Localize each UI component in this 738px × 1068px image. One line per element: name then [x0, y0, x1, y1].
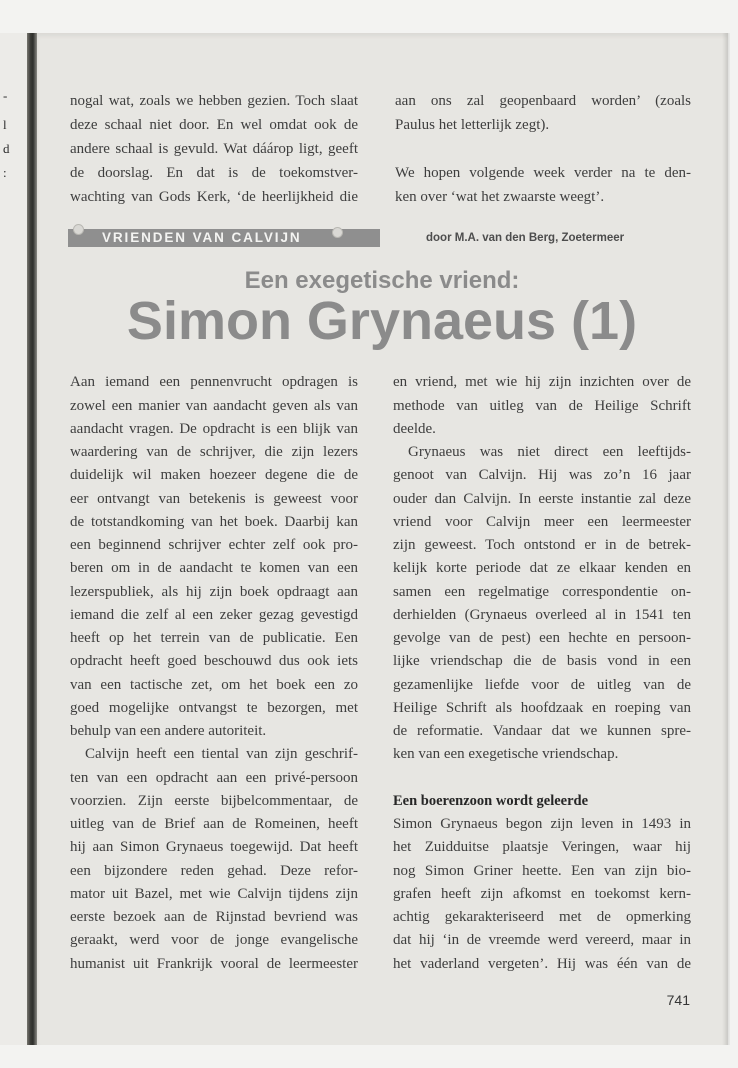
- text-line: voorzien. Zijn eerste bijbelcommentaar, de: [70, 792, 358, 809]
- section-subheading: Een boerenzoon wordt geleerde: [393, 792, 589, 809]
- author-byline: door M.A. van den Berg, Zoetermeer: [426, 232, 625, 244]
- text-line: de totstandkoming van het boek. Daarbij kan: [70, 513, 358, 530]
- text-line: ken over ‘wat het zwaarste weegt’.: [395, 189, 605, 205]
- previous-page-fragment: d: [3, 141, 10, 156]
- text-line: methode van uitleg van de Heilige Schrift: [393, 397, 691, 414]
- text-line: deelde.: [393, 420, 436, 437]
- text-line: hij aan Simon Grynaeus toegewijd. Dat heeft: [70, 839, 358, 856]
- paragraph: [70, 743, 358, 976]
- text-line: gezamenlijke liefde voor de uitleg van de: [393, 676, 691, 693]
- text-line: eerste bezoek aan de Rijnstad bevriend was: [70, 909, 358, 926]
- paragraph: [395, 89, 691, 137]
- previous-page-edge: [0, 33, 27, 1045]
- previous-page-fragment: l: [3, 117, 7, 132]
- section-banner-label: VRIENDEN VAN CALVIJN: [102, 230, 302, 245]
- title-kicker: Een exegetische vriend:: [244, 267, 520, 294]
- paragraph: [395, 161, 691, 209]
- text-line: Simon Grynaeus begon zijn leven in 1493 in: [393, 816, 691, 833]
- page-edge-shadow: [722, 33, 730, 1045]
- text-line: Heilige Schrift als hoofdzaak en roeping van: [393, 699, 691, 716]
- text-line: eer ontvangt van betekenis is geweest voor: [70, 490, 358, 507]
- top-left-column: [70, 89, 358, 209]
- text-line: de doorslag. En dat is de toekomstver-: [70, 165, 358, 181]
- text-line: een beginnend schrijver echter zelf ook pro-: [70, 537, 358, 554]
- text-line: humanist uit Frankrijk vooral de leermeester: [70, 955, 358, 972]
- text-line: Paulus het letterlijk zegt).: [395, 117, 550, 133]
- previous-page-fragment: :: [3, 165, 7, 180]
- previous-page-fragment: -: [3, 88, 8, 103]
- paragraph: [70, 371, 358, 743]
- page-number: 741: [666, 992, 690, 1008]
- text-line: gevolge van de pest) een hechte en persoon-: [393, 630, 691, 647]
- text-line: nogal wat, zoals we hebben gezien. Toch slaat: [70, 93, 358, 109]
- text-line: goed mogelijke ontvangst te bezorgen, met: [70, 699, 358, 716]
- text-line: grafen heeft zijn afkomst en toekomst kern-: [393, 885, 691, 902]
- text-line: achtig gekarakteriseerd met de opmerking: [393, 909, 691, 926]
- text-line: lezerspubliek, als hij zijn boek opdraagt aan: [70, 583, 358, 600]
- text-line: vriend voor Calvijn meer een leermeester: [393, 513, 691, 530]
- text-line: iemand die zelf al een zeker gezag gevestigd: [70, 606, 358, 623]
- text-line: beren om in de aandacht te komen van een: [70, 560, 358, 577]
- text-line: andere schaal is gevuld. Wat dáárop ligt, geeft: [70, 141, 358, 157]
- text-line: waardering van de schrijver, die zijn lezers: [70, 444, 358, 461]
- text-line: uitleg van de Brief aan de Romeinen, heeft: [70, 816, 358, 833]
- text-line: en vriend, met wie hij zijn inzichten over de: [393, 374, 691, 391]
- top-right-column: [395, 89, 691, 209]
- article-right-column: [393, 371, 691, 976]
- text-line: zijn geweest. Toch ontstond er in de betrek-: [393, 537, 691, 554]
- article-title: Simon Grynaeus (1): [126, 291, 638, 351]
- bubble-ornament: [332, 227, 343, 238]
- binding-gutter: [27, 33, 37, 1045]
- text-line: het Zuidduitse plaatsje Veringen, waar hij: [393, 839, 691, 856]
- paragraph: [70, 89, 358, 209]
- section-banner: [68, 229, 380, 247]
- text-line: een bijzondere reden gehad. Deze refor-: [70, 862, 358, 879]
- text-line: de reformatie. Vandaar dat we kunnen spre-: [393, 723, 691, 740]
- text-line: wachting van Gods Kerk, ‘de heerlijkheid die: [70, 189, 358, 205]
- paragraph: [393, 371, 691, 441]
- text-line: geraakt, werd voor de jonge evangelische: [70, 932, 358, 949]
- text-line: duidelijk wil maken hoezeer degene die de: [70, 467, 358, 484]
- text-line: Grynaeus was niet direct een leeftijds-: [408, 444, 691, 461]
- article-left-column: [70, 371, 358, 976]
- text-line: het vaderland vergeten’. Hij was één van de: [393, 955, 691, 972]
- text-line: aandacht vragen. De opdracht is een blijk van: [70, 420, 358, 437]
- text-line: heeft op het terrein van de publicatie. Een: [70, 630, 358, 647]
- text-line: ken van een exegetische vriendschap.: [393, 746, 619, 763]
- text-line: nog Simon Griner heette. Een van zijn bio-: [393, 862, 691, 879]
- paragraph: [393, 813, 691, 976]
- text-line: behulp van een andere autoriteit.: [70, 723, 267, 740]
- text-line: derhielden (Grynaeus overleed al in 1541 ten: [393, 606, 691, 623]
- text-line: lijke vriendschap die de basis vond in een: [393, 653, 691, 670]
- text-line: opdracht heeft goed beschouwd dus ook iets: [70, 653, 358, 670]
- text-line: genoot van Calvijn. Hij was zo’n 16 jaar: [393, 467, 691, 484]
- text-line: ouder dan Calvijn. In eerste instantie zal deze: [393, 490, 691, 507]
- bubble-ornament: [73, 224, 84, 235]
- text-line: deze schaal niet door. En wel omdat ook de: [70, 117, 358, 133]
- text-line: kelijk korte periode dat ze elkaar kenden en: [393, 560, 691, 577]
- text-line: We hopen volgende week verder na te den-: [395, 165, 691, 181]
- text-line: mator uit Bazel, met wie Calvijn tijdens zijn: [70, 885, 358, 902]
- text-line: ten van een opdracht aan een privé-persoon: [70, 769, 358, 786]
- paragraph: [393, 441, 691, 767]
- text-line: samen een regelmatige correspondentie on-: [393, 583, 691, 600]
- text-line: Aan iemand een pennenvrucht opdragen is: [70, 374, 358, 391]
- text-line: zowel een manier van aandacht geven als van: [70, 397, 358, 414]
- text-line: dat hij ‘in de vreemde werd vereerd, maar in: [393, 932, 691, 949]
- text-line: Calvijn heeft een tiental van zijn geschrif-: [85, 746, 358, 763]
- text-line: van een tactische zet, om het boek een zo: [70, 676, 358, 693]
- text-line: aan ons zal geopenbaard worden’ (zoals: [395, 93, 691, 109]
